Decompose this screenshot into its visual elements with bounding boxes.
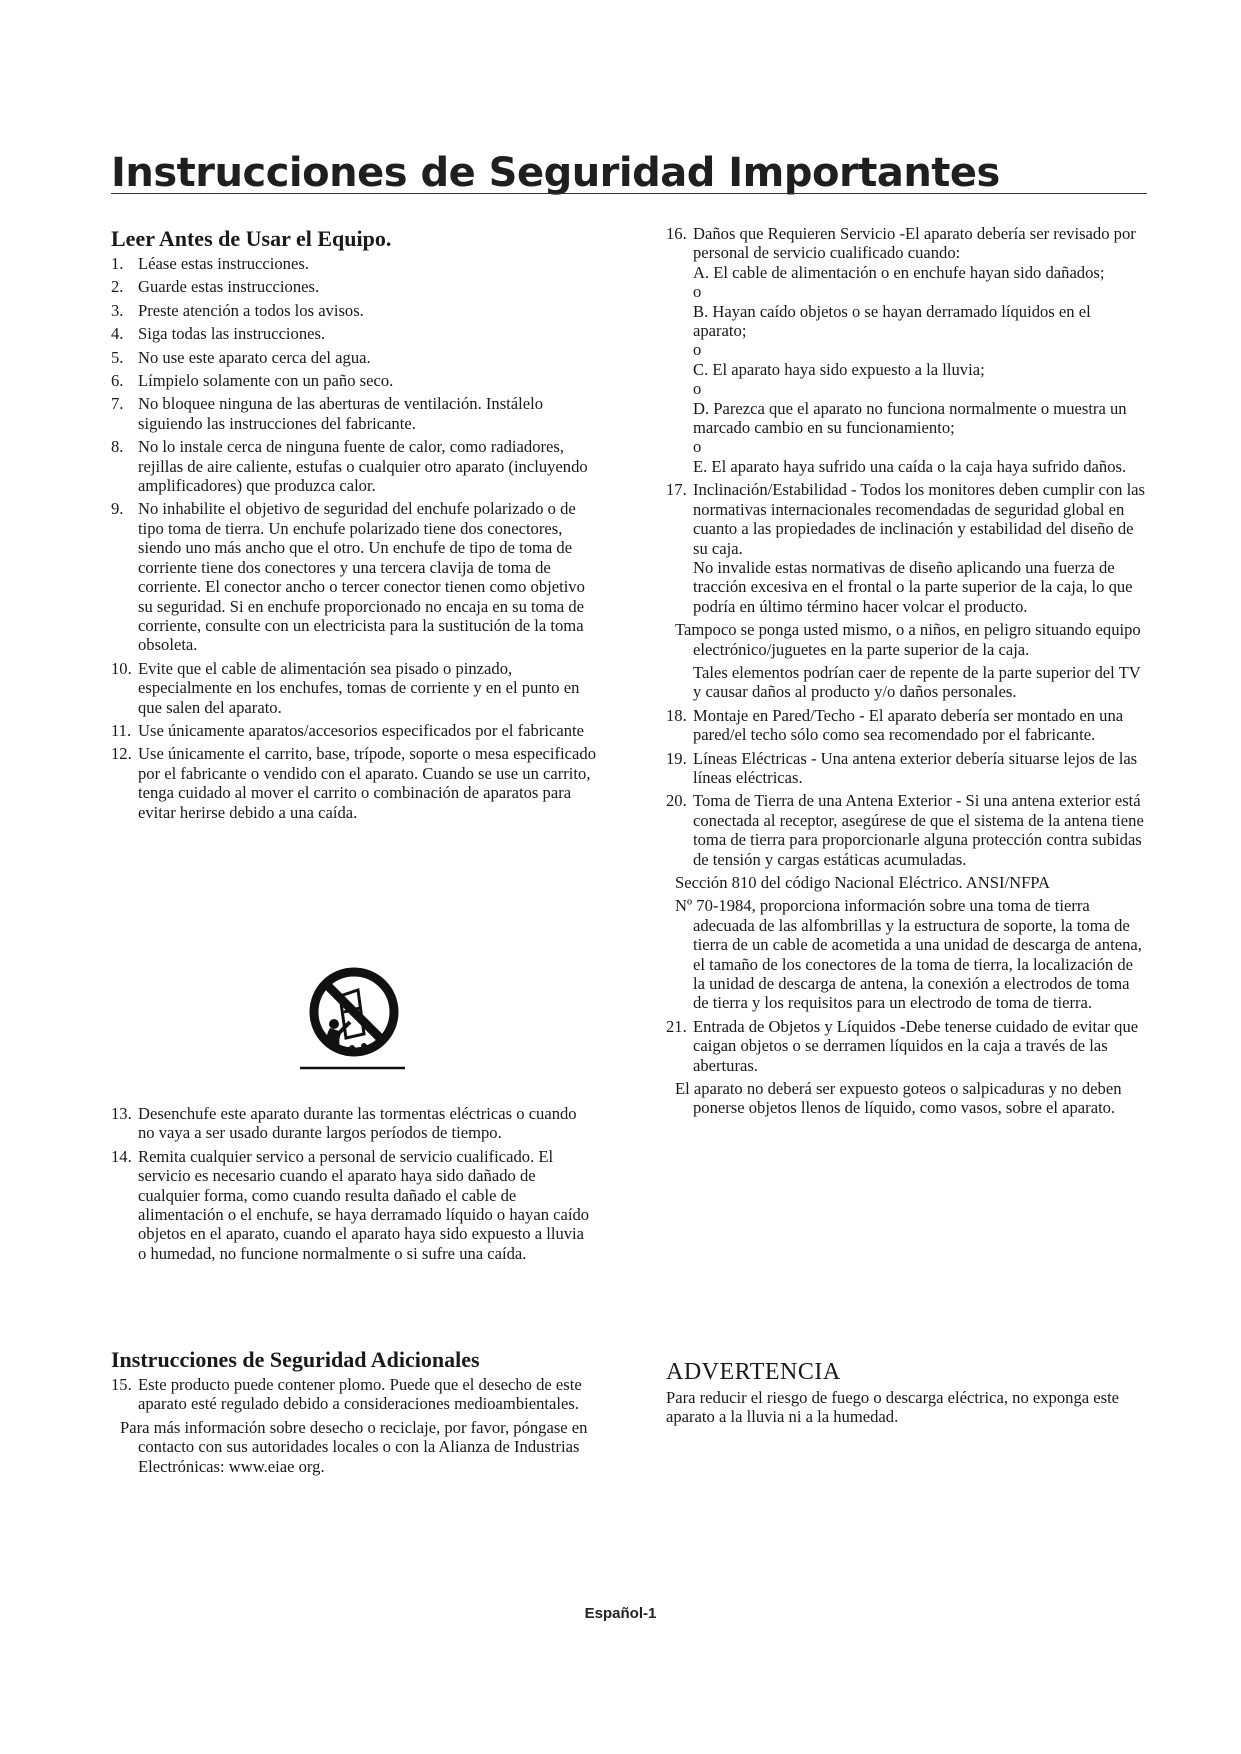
list-item: 15. Este producto puede contener plomo. Puede que el desecho de este aparato esté regulado debido a consideraciones medioambientales. — [111, 1375, 582, 1414]
list-item: 3. Preste atención a todos los avisos. — [111, 300, 364, 320]
safety-list-right-2 — [666, 706, 1148, 869]
list-item: 18. Montaje en Pared/Techo - El aparato debería ser montado en una pared/el techo sólo como sea recomendado por el fabricante. — [666, 705, 1124, 745]
warning-box — [666, 1358, 1136, 1427]
list-item: 4. Siga todas las instrucciones. — [111, 324, 326, 344]
list-item: 1. Léase estas instrucciones. — [111, 254, 309, 273]
paragraph: Tampoco se ponga usted mismo, o a niños, en peligro situando equipo electrónico/juguetes en la parte superior de la caja. — [675, 620, 1141, 659]
list-item: 21. Entrada de Objetos y Líquidos -Debe tenerse cuidado de evitar que caigan objetos o se derramen líquidos en la caja a través de las aberturas. — [666, 1016, 1139, 1075]
left-column-lower — [111, 1104, 596, 1267]
paragraph: Tales elementos podrían caer de repente de la parte superior del TV y causar daños al producto y/o daños personales. — [693, 662, 1141, 702]
paragraph: El aparato no deberá ser expuesto goteos o salpicaduras y no deben ponerse objetos llenos de líquido, como vasos, sobre el aparato. — [675, 1079, 1122, 1118]
section-heading-additional: Instrucciones de Seguridad Adicionales — [111, 1347, 480, 1372]
right-column — [666, 224, 1148, 1122]
list-item: 9. No inhabilite el objetivo de seguridad del enchufe polarizado o de tipo toma de tierra. Un enchufe polarizado tiene dos conectores, siendo uno más ancho que el otro. Un enchufe de tipo de toma de corriente tiene dos conectores y una tercera clavija de toma de corriente. El conector ancho o tercer conector tienen como objetivo su seguridad. Si en enchufe proporcionado no encaja en su toma de corriente, consulte con un electricista para la sustitución de la toma obsoleta. — [111, 499, 585, 655]
safety-list-upper — [111, 254, 596, 822]
left-column — [111, 226, 596, 826]
title-rule — [111, 193, 1147, 194]
list-item: 8. No lo instale cerca de ninguna fuente de calor, como radiadores, rejillas de aire caliente, estufas o cualquier otro aparato (incluyendo amplificadores) que produzca calor. — [111, 437, 588, 496]
cart-warning-icon — [300, 962, 405, 1074]
list-item: 6. Límpielo solamente con un paño seco. — [111, 371, 394, 391]
page-title: Instrucciones de Seguridad Importantes — [111, 150, 1000, 196]
list-item: 17. Inclinación/Estabilidad - Todos los monitores deben cumplir con las normativas internacionales recomendadas de seguridad global en cuanto a las propiedades de inclinación y estabilidad del diseño de su caja. No invalide estas normativas de diseño aplicando una fuerza de tracción excesiva en el frontal o la parte superior de la caja, lo que podría en último término hacer volcar el producto. — [666, 480, 1146, 616]
recycling-paragraph: Para más información sobre desecho o reciclaje, por favor, póngase en contacto con sus autoridades locales o con la Alianza de Industrias Electrónicas: www.eiae org. — [120, 1417, 588, 1476]
list-item: 7. No bloquee ninguna de las aberturas de ventilación. Instálelo siguiendo las instrucciones del fabricante. — [111, 394, 544, 433]
section-heading-read-before: Leer Antes de Usar el Equipo. — [111, 226, 392, 251]
additional-list — [111, 1375, 596, 1414]
paragraph: Nº 70-1984, proporciona información sobre una toma de tierra adecuada de las alfombrillas y la estructura de soporte, la toma de tierra de un cable de acometida a una unidad de descarga de antena, el tamaño de los conectores de la toma de tierra, la localización de la unidad de descarga de antena, la conexión a electrodos de toma de tierra y los requisitos para un electrodo de toma de tierra. — [675, 896, 1142, 1013]
list-item: 14. Remita cualquier servico a personal de servicio cualificado. El servicio es necesario cuando el aparato haya sido dañado de cualquier forma, como cuando resulta dañado el cable de alimentación o el enchufe, se haya derramado líquido o hayan caído objetos en el aparato, cuando el aparato haya sido expuesto a lluvia o humedad, no funcione normalmente o si sufre una caída. — [111, 1146, 590, 1263]
list-item: 19. Líneas Eléctricas - Una antena exterior debería situarse lejos de las líneas eléctricas. — [666, 748, 1138, 787]
warning-text: Para reducir el riesgo de fuego o descarga eléctrica, no exponga este aparato a la lluvia ni a la humedad. — [666, 1388, 1120, 1427]
additional-instructions — [111, 1347, 596, 1480]
warning-title: ADVERTENCIA — [666, 1359, 841, 1385]
page-number: Español-1 — [584, 1605, 657, 1622]
list-item: 10. Evite que el cable de alimentación sea pisado o pinzado, especialmente en los enchufes, tomas de corriente y en el punto en que salen del aparato. — [111, 658, 580, 717]
list-item: 13. Desenchufe este aparato durante las tormentas eléctricas o cuando no vaya a ser usado durante largos períodos de tiempo. — [111, 1104, 577, 1143]
paragraph: Sección 810 del código Nacional Eléctrico. ANSI/NFPA — [675, 873, 1050, 892]
safety-list-right — [666, 224, 1148, 616]
list-item: 20. Toma de Tierra de una Antena Exterior - Si una antena exterior está conectada al receptor, asegúrese de que el sistema de la antena tiene toma de tierra para proporcionarle alguna protección contra subidas de tensión y cargas estáticas acumuladas. — [666, 791, 1144, 869]
safety-list-lower — [111, 1104, 596, 1263]
list-item: 11. Use únicamente aparatos/accesorios especificados por el fabricante — [111, 720, 584, 740]
list-item: 2. Guarde estas instrucciones. — [111, 277, 320, 297]
safety-list-right-3 — [666, 1017, 1148, 1075]
list-item: 16. Daños que Requieren Servicio -El aparato debería ser revisado por personal de servicio cualificado cuando: A. El cable de alimentación o en enchufe hayan sido dañados; o B. Hayan caído objetos o se hayan derramado líquidos en el aparato; o C. El aparato haya sido expuesto a la lluvia; o D. Parezca que el aparato no funciona normalmente o muestra un marcado cambio en su funcionamiento; o E. El aparato haya sufrido una caída o la caja haya sufrido daños. — [666, 224, 1136, 476]
list-item: 5. No use este aparato cerca del agua. — [111, 347, 371, 367]
list-item: 12. Use únicamente el carrito, base, trípode, soporte o mesa especificado por el fabricante o vendido con el aparato. Cuando se use un carrito, tenga cuidado al mover el carrito o combinación de aparatos para evitar herirse debido a una caída. — [111, 744, 596, 822]
